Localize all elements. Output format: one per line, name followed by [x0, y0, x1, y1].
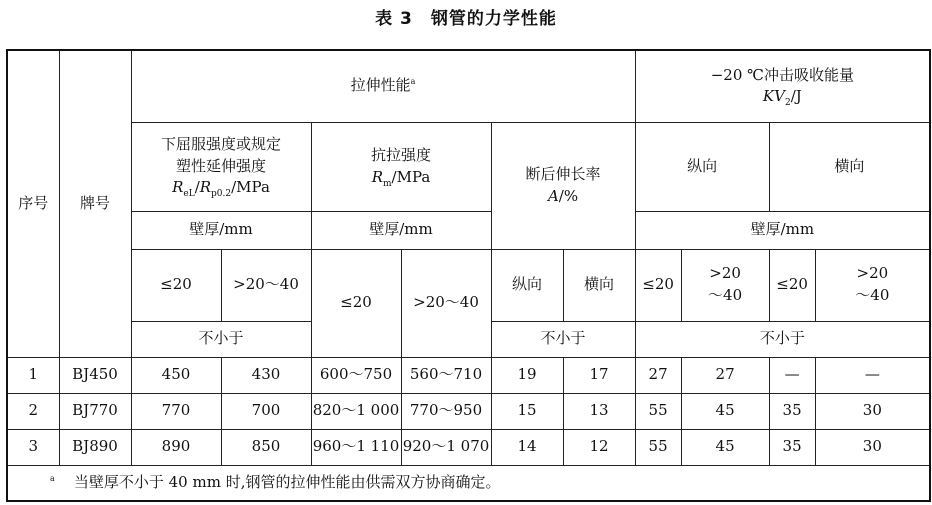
- cell-yield-gt20: 430: [221, 357, 311, 393]
- cell-impact-l2: 45: [681, 393, 769, 429]
- cell-yield-le20: 890: [131, 429, 221, 465]
- cell-impact-l1: 55: [635, 393, 681, 429]
- cell-seq: 1: [7, 357, 59, 393]
- cell-elong-trans: 12: [563, 429, 635, 465]
- header-grade: 牌号: [59, 50, 131, 357]
- header-impact-l-gt20-40: >20 ～40: [681, 249, 769, 321]
- header-elong-not-less: 不小于: [491, 321, 635, 357]
- table-footnote: [7, 465, 930, 501]
- header-impact-longitudinal: 纵向: [635, 122, 769, 211]
- cell-impact-l1: 27: [635, 357, 681, 393]
- cell-ts-le20: 960～1 110: [311, 429, 401, 465]
- cell-impact-t2: —: [815, 357, 930, 393]
- cell-impact-l2: 45: [681, 429, 769, 465]
- header-yield-wall: 壁厚/mm: [131, 211, 311, 249]
- cell-elong-trans: 17: [563, 357, 635, 393]
- header-elong-transverse: 横向: [563, 249, 635, 321]
- header-yield-strength: 下屈服强度或规定 塑性延伸强度 $R_{eL}/R_{p0.2}$/MPa: [131, 122, 311, 211]
- footnote-text: 当壁厚不小于 40 mm 时,钢管的拉伸性能由供需双方协商确定。: [73, 472, 501, 491]
- header-impact-not-less: 不小于: [635, 321, 930, 357]
- header-impact-l-le20: ≤20: [635, 249, 681, 321]
- cell-elong-trans: 13: [563, 393, 635, 429]
- header-yield-not-less: 不小于: [131, 321, 311, 357]
- cell-impact-t1: 35: [769, 429, 815, 465]
- header-ts-wall: 壁厚/mm: [311, 211, 491, 249]
- table-row: [7, 357, 930, 393]
- cell-ts-le20: 600～750: [311, 357, 401, 393]
- cell-impact-t2: 30: [815, 393, 930, 429]
- header-impact-wall: 壁厚/mm: [635, 211, 930, 249]
- cell-ts-le20: 820～1 000: [311, 393, 401, 429]
- cell-yield-gt20: 700: [221, 393, 311, 429]
- header-ts-le20: ≤20: [311, 249, 401, 357]
- header-ts-gt20-40: >20～40: [401, 249, 491, 357]
- header-elong-longitudinal: 纵向: [491, 249, 563, 321]
- cell-elong-long: 15: [491, 393, 563, 429]
- table-row: [7, 429, 930, 465]
- cell-yield-gt20: 850: [221, 429, 311, 465]
- cell-yield-le20: 450: [131, 357, 221, 393]
- table-row: [7, 393, 930, 429]
- footnote-mark: a: [50, 473, 55, 483]
- header-yield-gt20-40: >20～40: [221, 249, 311, 321]
- header-impact-transverse: 横向: [769, 122, 930, 211]
- table-title: 表 3 钢管的力学性能: [375, 9, 557, 29]
- cell-seq: 2: [7, 393, 59, 429]
- cell-elong-long: 14: [491, 429, 563, 465]
- header-impact-t-le20: ≤20: [769, 249, 815, 321]
- header-elongation: 断后伸长率 A/%: [491, 122, 635, 249]
- header-impact-energy: −20 ℃冲击吸收能量 $KV_2/J$: [635, 50, 930, 122]
- cell-impact-t2: 30: [815, 429, 930, 465]
- cell-ts-gt20: 920～1 070: [401, 429, 491, 465]
- cell-ts-gt20: 560～710: [401, 357, 491, 393]
- cell-grade: BJ890: [59, 429, 131, 465]
- cell-seq: 3: [7, 429, 59, 465]
- cell-impact-l1: 55: [635, 429, 681, 465]
- cell-ts-gt20: 770～950: [401, 393, 491, 429]
- cell-impact-t1: 35: [769, 393, 815, 429]
- cell-grade: BJ450: [59, 357, 131, 393]
- header-impact-t-gt20-40: >20 ～40: [815, 249, 930, 321]
- header-seq: 序号: [7, 50, 59, 357]
- cell-impact-l2: 27: [681, 357, 769, 393]
- cell-grade: BJ770: [59, 393, 131, 429]
- header-tensile: 拉伸性能$^a$: [131, 50, 635, 122]
- mechanical-properties-table: [6, 49, 931, 502]
- cell-elong-long: 19: [491, 357, 563, 393]
- header-tensile-strength: 抗拉强度 $R_m$/MPa: [311, 122, 491, 211]
- cell-impact-t1: —: [769, 357, 815, 393]
- cell-yield-le20: 770: [131, 393, 221, 429]
- header-yield-le20: ≤20: [131, 249, 221, 321]
